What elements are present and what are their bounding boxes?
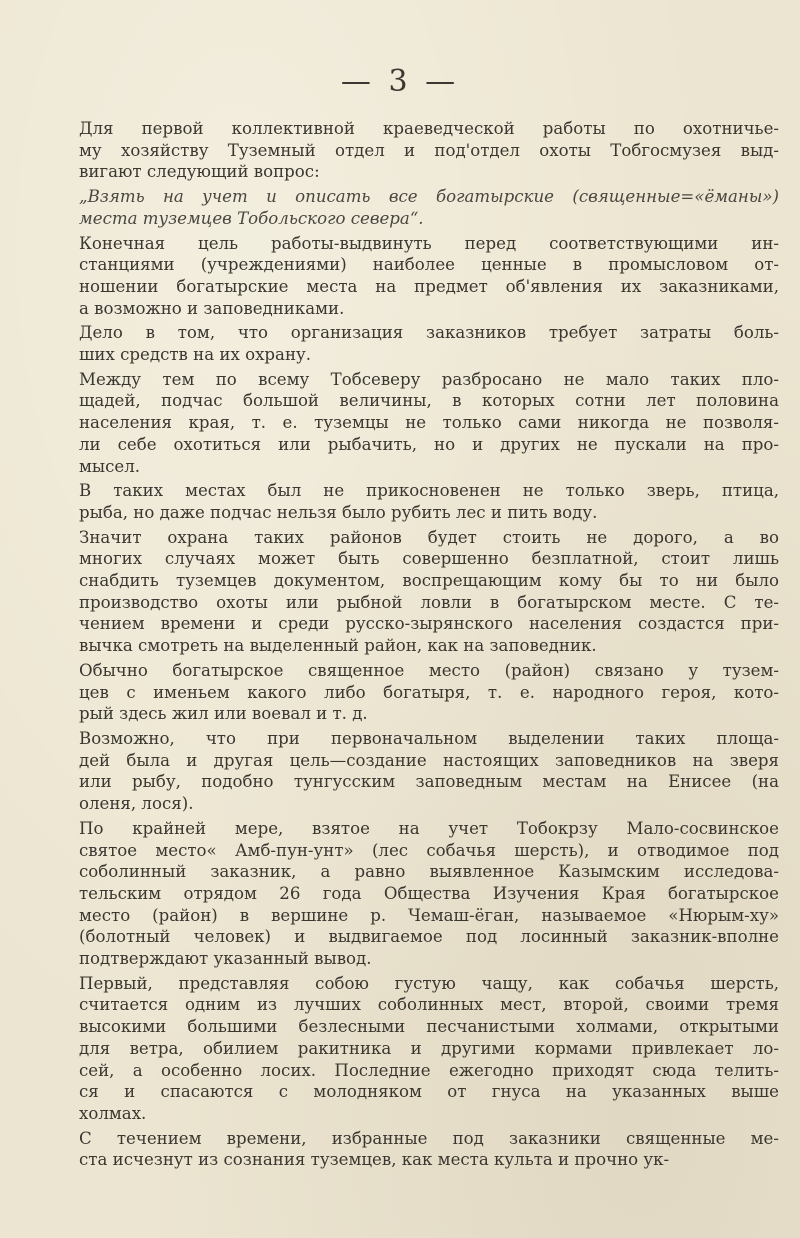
paragraph — [79, 322, 779, 365]
text-line: В таких местах был не прикосновенен не только зверь, птица, — [79, 481, 779, 501]
text-line: ношении богатырские места на предмет об'явления их заказниками, — [79, 276, 779, 296]
text-line: холмах. — [79, 1103, 147, 1123]
text-line: цев с именьем какого либо богатыря, т. е. народного героя, кото- — [79, 682, 779, 702]
text-line: „Взять на учет и описать все богатырские (священные=«ёманы») — [79, 187, 779, 207]
text-line: Дело в том, что организация заказников требует затраты боль- — [79, 323, 779, 343]
paragraph — [79, 660, 779, 725]
text-line: щадей, подчас большой величины, в которых сотни лет половина — [79, 391, 779, 411]
text-line: оленя, лося). — [79, 794, 194, 814]
quote-paragraph — [79, 186, 779, 229]
text-line: чением времени и среди русско-зырянского населения создастся при- — [79, 614, 779, 634]
text-line: ся и спасаются с молодняком от гнуса на указанных выше — [79, 1082, 779, 1102]
paragraph — [79, 1128, 779, 1171]
text-line: (болотный человек) и выдвигаемое под лосинный заказник-вполне — [79, 927, 779, 947]
text-line: С течением времени, избранные под заказники священные ме- — [79, 1128, 779, 1148]
text-line: святое место« Амб-пун-унт» (лес собачья шерсть), и отводимое под — [79, 840, 779, 860]
text-line: вычка смотреть на выделенный район, как на заповедник. — [79, 636, 597, 656]
paragraph — [79, 728, 779, 815]
text-line: населения края, т. е. туземцы не только сами никогда не позволя- — [79, 413, 779, 433]
text-line: станциями (учреждениями) наиболее ценные в промысловом от- — [79, 255, 779, 275]
text-line: производство охоты или рыбной ловли в богатырском месте. С те- — [79, 592, 779, 612]
text-line: тельским отрядом 26 года Общества Изучения Края богатырское — [79, 883, 779, 903]
text-line: высокими большими безлесными песчанистыми холмами, открытыми — [79, 1017, 779, 1037]
text-line: Для первой коллективной краеведческой работы по охотничье- — [79, 119, 779, 138]
text-line: ста исчезнут из сознания туземцев, как места культа и прочно ук- — [79, 1150, 670, 1170]
text-line: места туземцев Тобольского севера“. — [79, 208, 424, 228]
text-line: Конечная цель работы-выдвинуть перед соответствующими ин- — [79, 233, 779, 253]
text-line: рый здесь жил или воевал и т. д. — [79, 704, 368, 724]
text-line: снабдить туземцев документом, воспрещающим кому бы то ни было — [79, 571, 779, 591]
paragraph — [79, 973, 779, 1125]
text-line: место (район) в вершине р. Чемаш-ёган, называемое «Нюрым-ху» — [79, 905, 779, 925]
text-line: вигают следующий вопрос: — [79, 162, 320, 182]
text-line: рыба, но даже подчас нельзя было рубить лес и пить воду. — [79, 502, 598, 522]
paragraph — [79, 480, 779, 523]
paragraph — [79, 527, 779, 657]
text-line: многих случаях может быть совершенно безплатной, стоит лишь — [79, 549, 779, 569]
text-line: му хозяйству Туземный отдел и под'отдел охоты Тобгосмузея выд- — [79, 140, 779, 160]
text-line: для ветра, обилием ракитника и другими кормами привлекает ло- — [79, 1038, 779, 1058]
text-line: Первый, представляя собою густую чащу, как собачья шерсть, — [79, 973, 779, 993]
text-line: дей была и другая цель—создание настоящих заповедников на зверя — [79, 750, 779, 770]
text-line: По крайней мере, взятое на учет Тобокрзу Мало-сосвинское — [79, 818, 779, 838]
paragraph — [79, 233, 779, 320]
text-line: Возможно, что при первоначальном выделении таких площа- — [79, 728, 779, 748]
body-text — [79, 118, 779, 1174]
text-line: а возможно и заповедниками. — [79, 298, 345, 318]
paragraph — [79, 118, 779, 183]
text-line: ших средств на их охрану. — [79, 345, 312, 365]
paragraph — [79, 818, 779, 970]
paragraph — [79, 369, 779, 478]
text-line: или рыбу, подобно тунгусским заповедным местам на Енисее (на — [79, 772, 779, 792]
text-line: мысел. — [79, 456, 141, 476]
text-line: Значит охрана таких районов будет стоить не дорого, а во — [79, 527, 779, 547]
text-line: сей, а особенно лосих. Последние ежегодно приходят сюда телить- — [79, 1060, 779, 1080]
text-line: Между тем по всему Тобсеверу разбросано не мало таких пло- — [79, 369, 779, 389]
text-line: Обычно богатырское священное место (район) связано у тузем- — [79, 660, 779, 680]
text-line: считается одним из лучших соболинных мест, второй, своими тремя — [79, 995, 779, 1015]
text-line: ли себе охотиться или рыбачить, но и других не пускали на про- — [79, 434, 779, 454]
text-line: соболинный заказник, а равно выявленное Казымским исследова- — [79, 862, 779, 882]
page-number: — 3 — — [340, 64, 460, 99]
text-line: подтверждают указанный вывод. — [79, 949, 372, 969]
